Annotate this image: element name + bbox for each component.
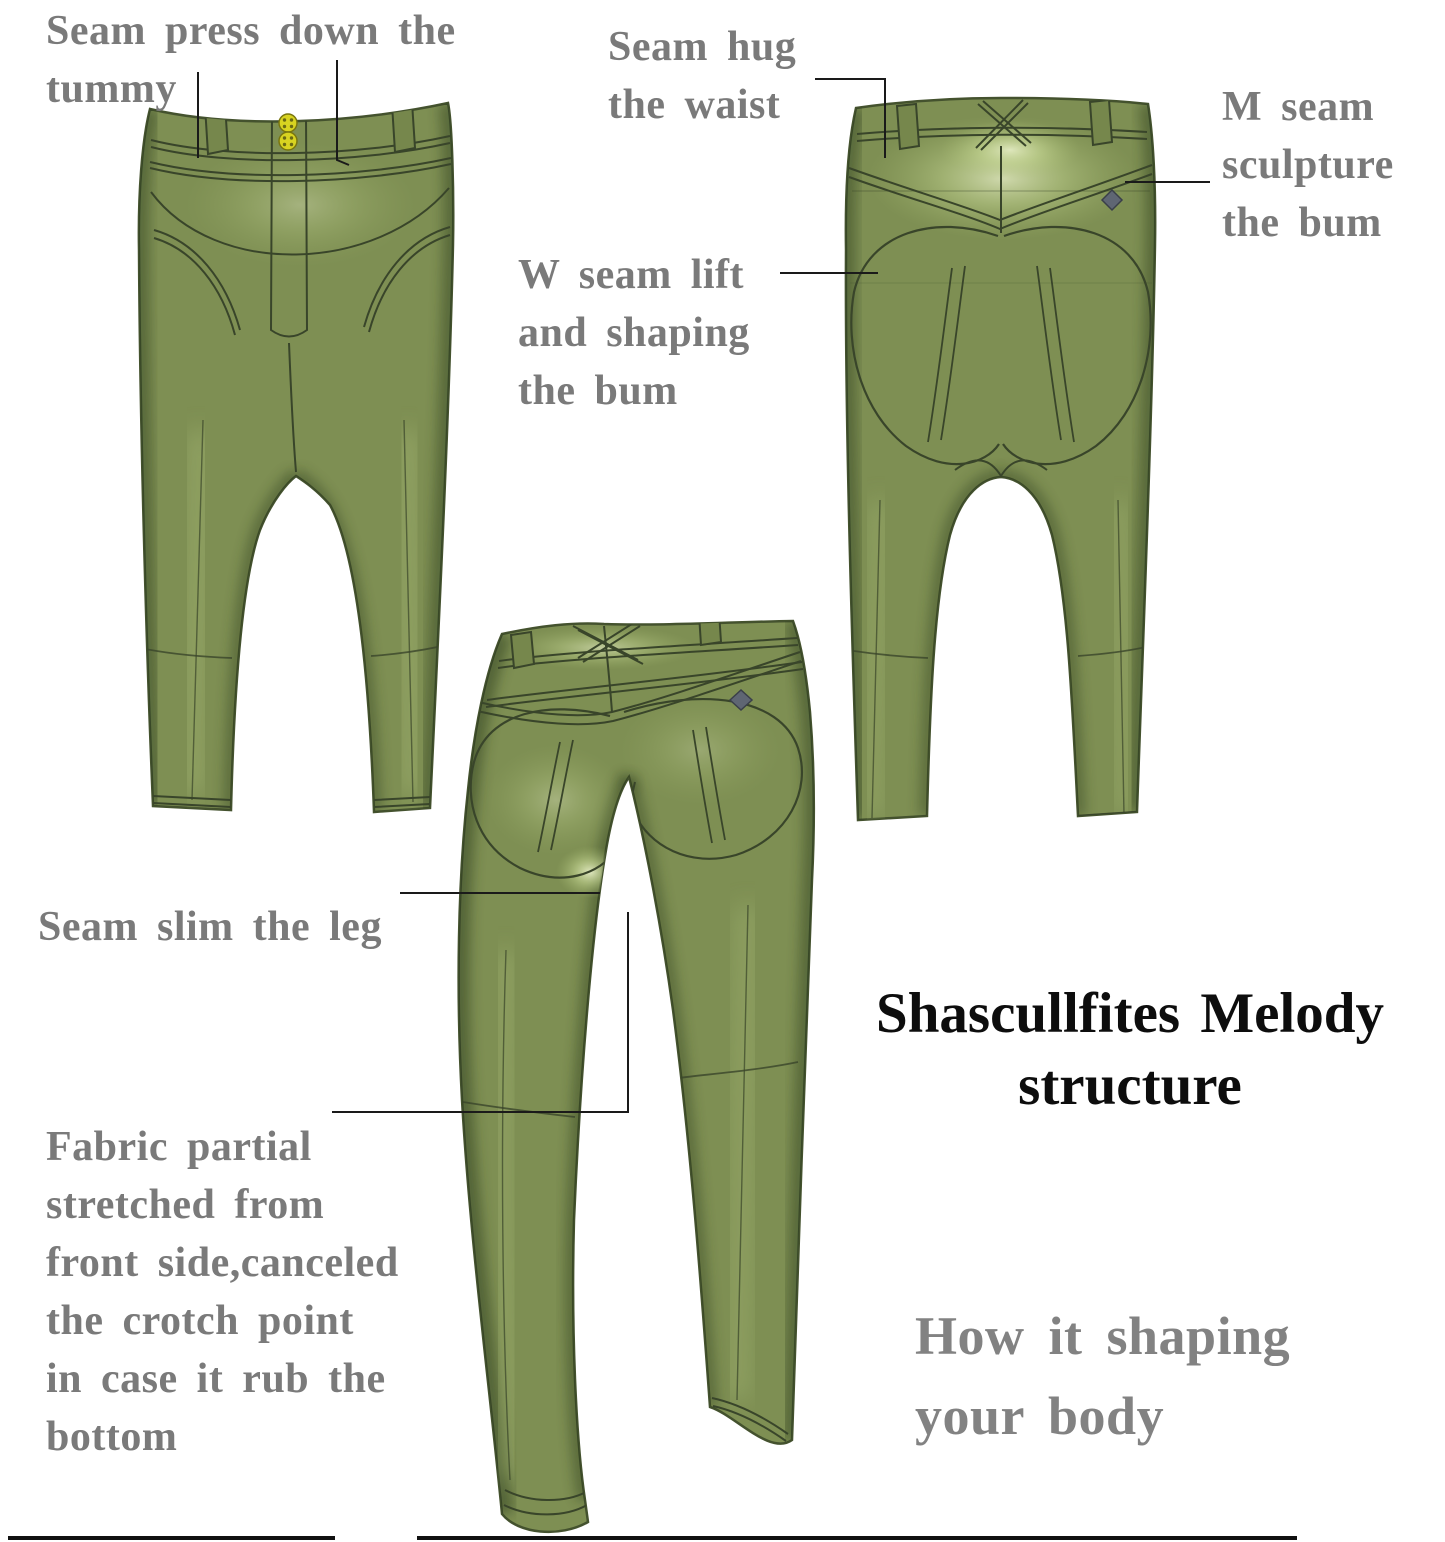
annotation-line: M seam — [1222, 84, 1375, 130]
annotation-line: bottom — [46, 1414, 178, 1460]
annotation-m-seam — [1222, 78, 1394, 252]
annotation-slim-leg — [38, 898, 382, 956]
annotation-line: Fabric partial — [46, 1124, 312, 1170]
annotation-line: front side,canceled — [46, 1240, 399, 1286]
annotation-line: Seam slim the leg — [38, 904, 382, 950]
title-line: structure — [1018, 1054, 1242, 1117]
annotation-line: W seam lift — [518, 252, 745, 298]
annotation-line: the bum — [518, 368, 678, 414]
title-line: Shascullfites Melody — [876, 982, 1384, 1045]
annotation-w-seam — [518, 246, 750, 420]
annotation-line: and shaping — [518, 310, 750, 356]
annotation-press-tummy — [46, 2, 456, 118]
annotation-line: Seam hug — [608, 24, 797, 70]
angled-back-view-pants — [459, 612, 814, 1532]
brand-structure-title — [835, 978, 1425, 1122]
annotation-hug-waist — [608, 18, 796, 134]
annotation-line: the waist — [608, 82, 781, 128]
annotation-line: in case it rub the — [46, 1356, 386, 1402]
annotation-line: sculpture — [1222, 142, 1394, 188]
front-view-pants — [139, 102, 453, 812]
annotation-fabric-stretch — [46, 1118, 399, 1466]
back-view-pants — [846, 98, 1155, 831]
annotation-line: tummy — [46, 66, 177, 112]
shaping-tagline — [915, 1296, 1290, 1456]
annotation-line: the crotch point — [46, 1298, 354, 1344]
annotation-line: Seam press down the — [46, 8, 456, 54]
annotation-line: the bum — [1222, 200, 1382, 246]
tagline-line: How it shaping — [915, 1306, 1291, 1366]
annotation-line: stretched from — [46, 1182, 325, 1228]
tagline-line: your body — [915, 1386, 1165, 1446]
